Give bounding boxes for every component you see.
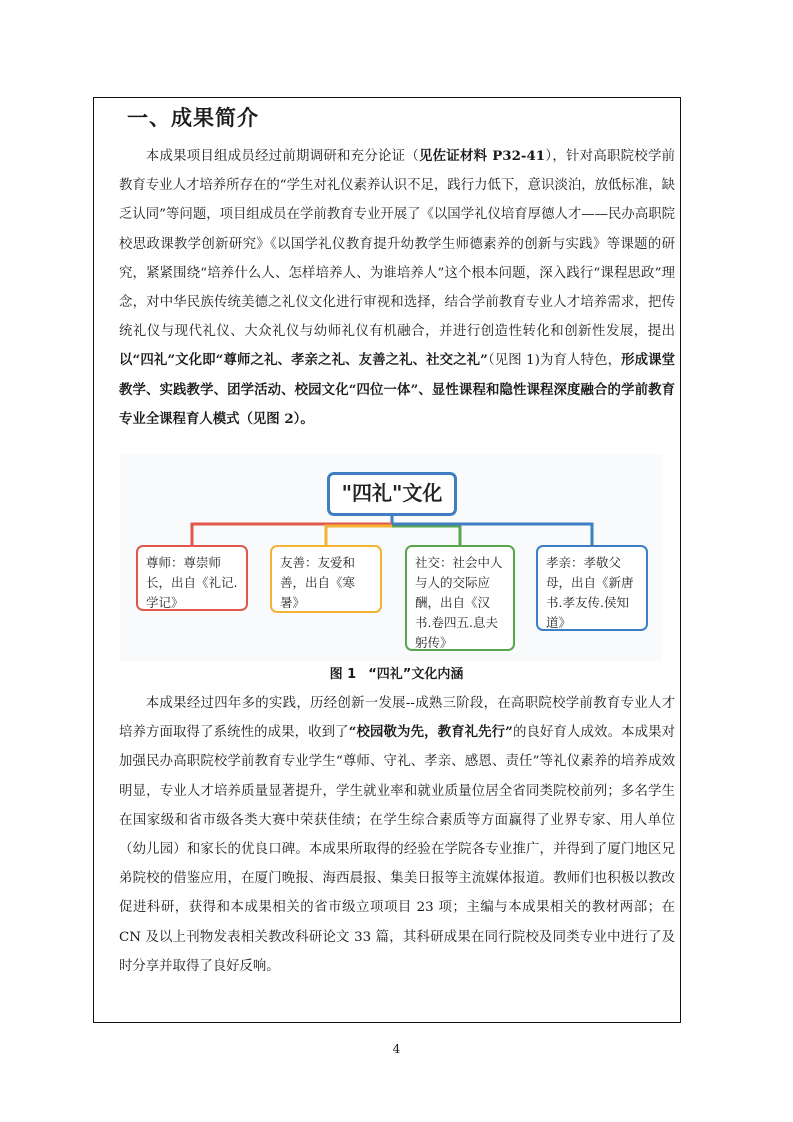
p1-text-1: 本成果项目组成员经过前期调研和充分论证（ <box>145 149 419 164</box>
intro-paragraph <box>119 142 675 434</box>
figure-caption-text: “四礼”文化内涵 <box>368 667 464 682</box>
p1-text-2: ），针对高职院校学前教育专业人才培养所存在的“学生对礼仪素养认识不足，践行力低下，意识淡泊，放低标准，缺乏认同”等问题，项目组成员在学前教育专业开展了《以国学礼仪培育厚德人才——民办高职院校思政课教学创新研究》《以国学礼仪教育提升幼教学生师德素养的创新与实践》等课题的研究，紧紧围绕“培养什么人、怎样培养人、为谁培养人”这个根本问题，深入践行“课程思政”理念，对中华民族传统美德之礼仪文化进行审视和选择，结合学前教育专业人才培养需求，把传统礼仪与现代礼仪、大众礼仪与幼师礼仪有机融合，并进行创造性转化和创新性发展，提出 <box>119 149 675 340</box>
p2-text-2: 的良好育人成效。本成果对加强民办高职院校学前教育专业学生“尊师、守礼、孝亲、感恩、责任”等礼仪素养的培养成效明显，专业人才培养质量显著提升，学生就业率和就业质量位居全省同类院校前列；多名学生在国家级和省市级各类大赛中荣获佳绩；在学生综合素质等方面赢得了业界专家、用人单位（幼儿园）和家长的优良口碑。本成果所取得的经验在学院各专业推广，并得到了厦门地区兄弟院校的借鉴应用，在厦门晚报、海西晨报、集美日报等主流媒体报道。教师们也积极以教改促进科研，获得和本成果相关的省市级立项项目 23 项；主编与本成果相关的教材两部；在 CN 及以上刊物发表相关教改科研论文 33 篇，其科研成果在同行院校及同类专业中进行了及时分享并取得了良好反响。 <box>119 725 676 974</box>
four-rites-diagram <box>120 454 662 661</box>
section-heading: 一、成果简介 <box>127 106 259 130</box>
diagram-node-shejiao: 社交：社会中人与人的交际应酬，出自《汉书.卷四五.息夫躬传》 <box>405 545 515 651</box>
connector-youshan <box>326 526 392 545</box>
p1-text-3: （见图 1)为育人特色， <box>487 353 622 369</box>
diagram-node-zunshi: 尊师：尊崇师长，出自《礼记.学记》 <box>136 545 248 611</box>
p2-text-1: 本成果经过四年多的实践，历经创新一发展--成熟三阶段，在高职院校学前教育专业人才培养方面取得了系统性的成果，收到了 <box>119 696 675 741</box>
p2-bold-1: “校园敬为先，教育礼先行” <box>348 724 513 741</box>
figure-label: 图 1 <box>329 667 357 682</box>
page-number: 4 <box>392 1042 401 1056</box>
results-paragraph <box>119 689 675 981</box>
figure-caption <box>0 663 793 682</box>
diagram-root-node: "四礼"文化 <box>327 472 457 516</box>
p1-bold-2: 以“四礼”文化即“尊师之礼、孝亲之礼、友善之礼、社交之礼” <box>119 352 488 369</box>
p1-bold-1: 见佐证材料 P32-41 <box>418 148 546 164</box>
diagram-node-youshan: 友善：友爱和善，出自《寒暑》 <box>270 545 382 613</box>
p1-bold-3: 形成课堂教学、实践教学、团学活动、校园文化“四位一体”、显性课程和隐性课程深度融合的学前教育专业全课程育人模式（见图 2）。 <box>119 352 676 427</box>
connector-shejiao <box>392 526 460 545</box>
diagram-node-xiaoqin: 孝亲：孝敬父母，出自《新唐书.孝友传.侯知道》 <box>536 545 648 631</box>
